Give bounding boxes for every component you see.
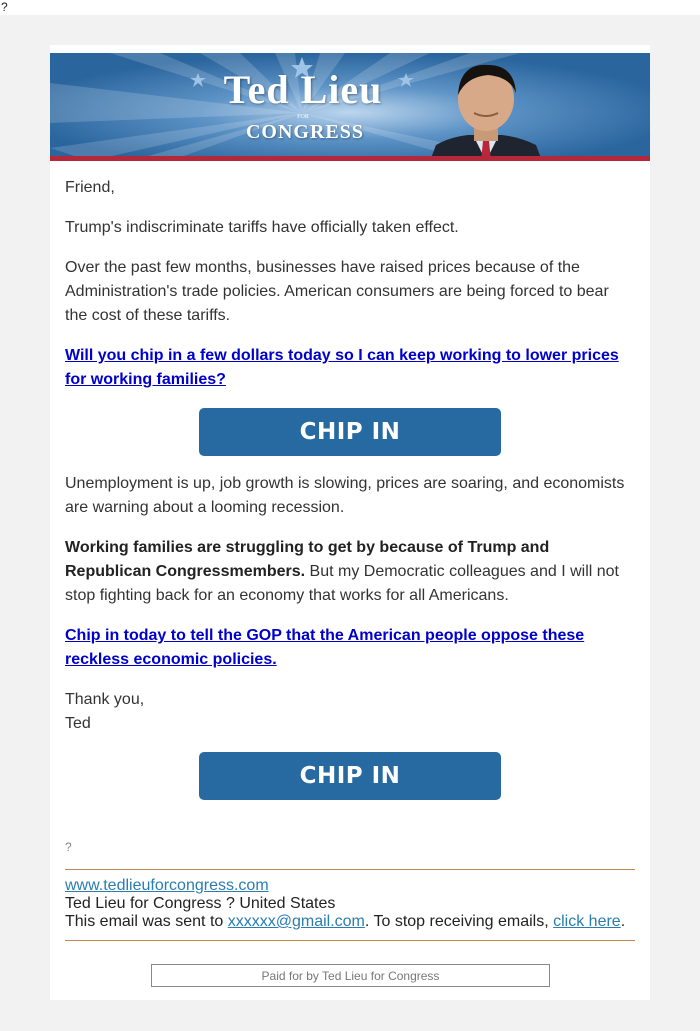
sent-period: . bbox=[620, 913, 626, 930]
website-link[interactable]: www.tedlieuforcongress.com bbox=[65, 877, 269, 894]
paid-for-disclaimer: Paid for by Ted Lieu for Congress bbox=[151, 964, 550, 987]
donate-link-1-wrap bbox=[65, 344, 630, 392]
sent-prefix: This email was sent to bbox=[65, 913, 228, 930]
footer bbox=[65, 877, 645, 931]
footer-divider-top bbox=[65, 869, 635, 870]
chip-in-button[interactable]: CHIP IN bbox=[199, 408, 501, 456]
unsubscribe-link[interactable]: click here bbox=[553, 913, 621, 930]
paragraph-3: Unemployment is up, job growth is slowing, prices are soaring, and economists are warning about a looming recession. bbox=[65, 475, 625, 516]
banner-title: Ted Lieu bbox=[223, 67, 383, 112]
footer-divider-bottom bbox=[65, 940, 635, 941]
donate-link-1[interactable]: Will you chip in a few dollars today so I can keep working to lower prices for working families? bbox=[65, 347, 619, 388]
donate-link-2-wrap bbox=[65, 624, 630, 672]
banner-for: FOR bbox=[297, 114, 309, 120]
header-banner bbox=[50, 53, 650, 161]
banner-subtitle: CONGRESS bbox=[245, 121, 365, 143]
org-line: Ted Lieu for Congress ? United States bbox=[65, 895, 336, 912]
recipient-email-link[interactable]: xxxxxx@gmail.com bbox=[227, 913, 365, 930]
signature: Ted bbox=[65, 715, 91, 732]
stop-text: . To stop receiving emails, bbox=[364, 913, 554, 930]
email-card bbox=[50, 45, 650, 1000]
greeting: Friend, bbox=[65, 179, 115, 196]
top-bar bbox=[0, 0, 700, 15]
sent-line bbox=[65, 913, 645, 931]
paragraph-2: Over the past few months, businesses have raised prices because of the Administration's trade policies. American consumers are being forced to bear the cost of these tariffs. bbox=[65, 259, 609, 324]
footer-marker: ? bbox=[65, 840, 72, 854]
top-marker: ? bbox=[1, 0, 8, 14]
banner-stripe bbox=[50, 156, 650, 161]
paragraph-4-bold: Working families are struggling to get by because of Trump and Republican Congressmembers. bbox=[65, 539, 550, 580]
donate-link-2[interactable]: Chip in today to tell the GOP that the American people oppose these reckless economic policies. bbox=[65, 627, 585, 668]
paragraph-1: Trump's indiscriminate tariffs have officially taken effect. bbox=[65, 219, 459, 236]
chip-in-button-2[interactable]: CHIP IN bbox=[199, 752, 501, 800]
signoff: Thank you, bbox=[65, 691, 145, 708]
paragraph-4-rest: But my Democratic colleagues and I will not stop fighting back for an economy that works for all Americans. bbox=[65, 563, 619, 604]
paragraph-4 bbox=[65, 536, 630, 608]
